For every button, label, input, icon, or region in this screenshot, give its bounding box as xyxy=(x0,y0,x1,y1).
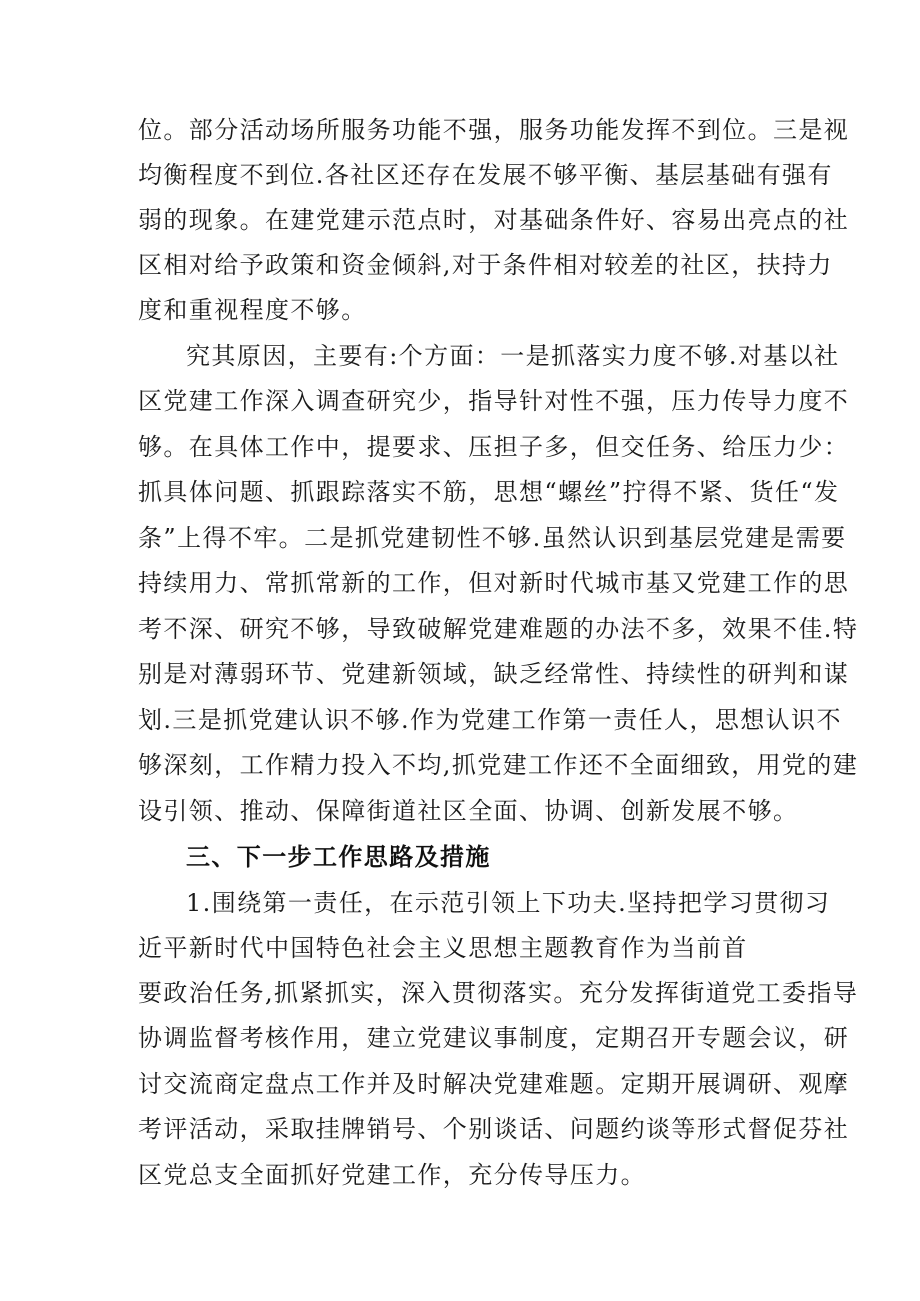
paragraph-2-line-9: 划.三是抓党建认识不够.作为党建工作第一责任人，思想认识不 xyxy=(138,706,842,734)
paragraph-2-line-1: 究其原因，主要有:个方面：一是抓落实力度不够.对基以社 xyxy=(186,342,840,370)
paragraph-2-line-6: 持续用力、常抓常新的工作，但对新时代城市基又党建工作的思 xyxy=(138,569,850,597)
paragraph-2-line-5: 条”上得不牢。二是抓党建韧性不够.虽然认识到基层党建是需要 xyxy=(138,524,847,552)
paragraph-2-line-3: 够。在具体工作中，提要求、压担子多，但交任务、给压力少： xyxy=(138,433,850,461)
paragraph-3-line-5: 讨交流商定盘点工作并及时解决党建难题。定期开展调研、观摩 xyxy=(138,1070,850,1098)
paragraph-1-line-1: 位。部分活动场所服务功能不强，服务功能发挥不到位。三是视 xyxy=(138,116,850,144)
paragraph-2-line-2: 区党建工作深入调查研究少，指导针对性不强，压力传导力度不 xyxy=(138,387,850,415)
paragraph-3-line-4: 协调监督考核作用，建立党建议事制度，定期召开专题会议，研 xyxy=(138,1024,850,1052)
section-heading: 三、下一步工作思路及措施 xyxy=(186,843,491,871)
paragraph-2-line-10: 够深刻，工作精力投入不均,抓党建工作还不全面细致，用党的建 xyxy=(138,751,859,779)
paragraph-1-line-4: 区相对给予政策和资金倾斜,对于条件相对较差的社区，扶持力 xyxy=(138,251,833,279)
paragraph-3-line-2: 近平新时代中国特色社会主义思想主题教育作为当前首 xyxy=(138,934,748,962)
paragraph-2-line-7: 考不深、研究不够，导致破解党建难题的办法不多，效果不佳.特 xyxy=(138,615,859,643)
paragraph-3-line-3: 要政治任务,抓紧抓实，深入贯彻落实。充分发挥街道党工委指导 xyxy=(138,979,859,1007)
paragraph-2-line-8: 别是对薄弱环节、党建新领域，缺乏经常性、持续性的研判和谋 xyxy=(138,660,850,688)
paragraph-2-line-4: 抓具体问题、抓跟踪落实不筋，思想“螺丝”拧得不紧、货任“发 xyxy=(138,478,840,506)
paragraph-3-line-1: 1.围绕第一责任，在示范引领上下功夫.坚持把学习贯彻习 xyxy=(186,889,831,917)
paragraph-1-line-2: 均衡程度不到位.各社区还存在发展不够平衡、基层基础有强有 xyxy=(138,161,833,189)
paragraph-1-line-3: 弱的现象。在建党建示范点时，对基础条件好、容易出亮点的社 xyxy=(138,206,850,234)
paragraph-3-line-7: 区党总支全面抓好党建工作，充分传导压力。 xyxy=(138,1161,646,1189)
paragraph-3-line-6: 考评活动，采取挂牌销号、个别谈话、问题约谈等形式督促芬社 xyxy=(138,1115,850,1143)
paragraph-1-line-5: 度和重视程度不够。 xyxy=(138,296,367,324)
paragraph-2-line-11: 设引领、推动、保障街道社区全面、协调、创新发展不够。 xyxy=(138,797,799,825)
